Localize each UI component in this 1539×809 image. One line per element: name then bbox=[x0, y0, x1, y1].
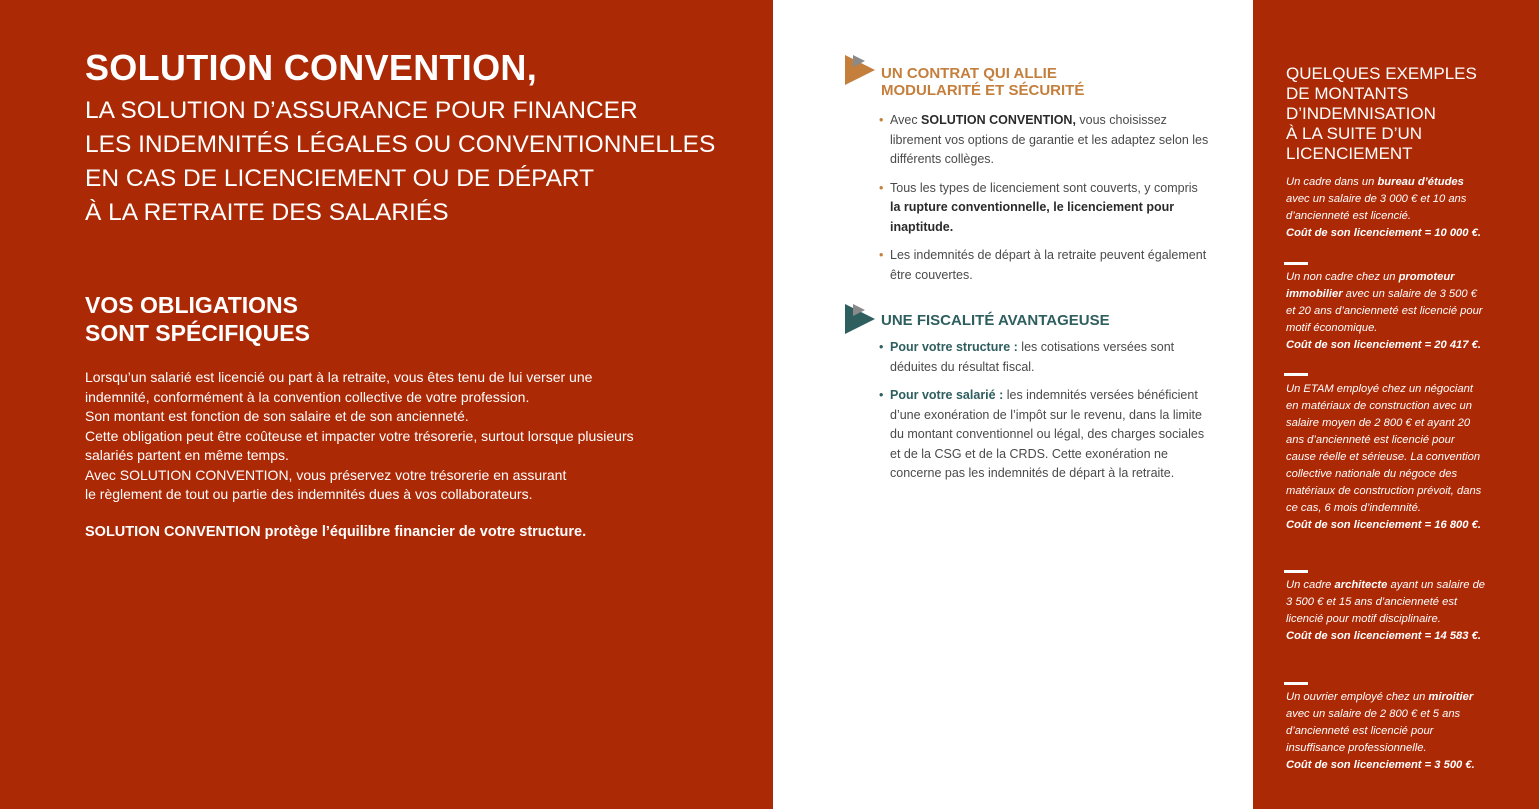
example-cost: Coût de son licenciement = 10 000 €. bbox=[1286, 227, 1481, 239]
section-title: UNE FISCALITÉ AVANTAGEUSE bbox=[881, 312, 1110, 329]
example-item: Un non cadre chez un promoteur immobilier avec un salaire de 3 500 € et 20 ans d’ancienneté est licencié pour motif économique. Coût de son licenciement = 20 417 €. bbox=[1286, 269, 1486, 354]
section-title-line: MODULARITÉ ET SÉCURITÉ bbox=[881, 82, 1085, 99]
main-title: SOLUTION CONVENTION, bbox=[85, 47, 538, 88]
list-item: • Pour votre structure : les cotisations versées sont déduites du résultat fiscal. bbox=[879, 340, 1175, 374]
bullet-dot-icon: • bbox=[879, 180, 884, 195]
obligations-paragraph bbox=[85, 368, 725, 505]
example-cost: Coût de son licenciement = 3 500 €. bbox=[1286, 759, 1475, 771]
closing-statement: SOLUTION CONVENTION protège l’équilibre financier de votre structure. bbox=[85, 524, 587, 540]
arrow-icon bbox=[845, 55, 875, 85]
example-item: Un ouvrier employé chez un miroitier avec un salaire de 2 800 € et 5 ans d’ancienneté est licencié pour insuffisance professionnelle. Coût de son licenciement = 3 500 €. bbox=[1286, 689, 1486, 774]
bullet-dot-icon: • bbox=[879, 388, 884, 402]
section-title bbox=[881, 65, 1084, 99]
separator bbox=[1284, 570, 1308, 573]
obligations-heading bbox=[85, 291, 310, 347]
separator bbox=[1284, 262, 1308, 265]
example-cost: Coût de son licenciement = 14 583 €. bbox=[1286, 630, 1481, 642]
subtitle-line: LA SOLUTION D’ASSURANCE POUR FINANCER bbox=[85, 97, 638, 124]
examples-title-line: À LA SUITE D’UN bbox=[1286, 124, 1423, 143]
heading-line: VOS OBLIGATIONS bbox=[85, 292, 298, 318]
right-panel bbox=[1253, 0, 1539, 809]
examples-title-line: LICENCIEMENT bbox=[1286, 144, 1413, 163]
example-cost: Coût de son licenciement = 16 800 €. bbox=[1286, 519, 1481, 531]
separator bbox=[1284, 682, 1308, 685]
examples-title bbox=[1286, 64, 1477, 164]
examples-title-line: DE MONTANTS bbox=[1286, 84, 1409, 103]
paragraph-line: Avec SOLUTION CONVENTION, vous préservez votre trésorerie en assurant bbox=[85, 466, 567, 483]
paragraph-line: indemnité, conformément à la convention collective de votre profession. bbox=[85, 388, 530, 405]
list-item: • Avec SOLUTION CONVENTION, vous choisissez librement vos options de garantie et les adaptez selon les différents collèges. bbox=[879, 113, 1209, 166]
examples-title-line: D’INDEMNISATION bbox=[1286, 104, 1436, 123]
examples-title-line: QUELQUES EXEMPLES bbox=[1286, 64, 1477, 83]
subtitle bbox=[85, 94, 745, 230]
bullet-dot-icon: • bbox=[879, 248, 884, 262]
paragraph-line: Son montant est fonction de son salaire et de son ancienneté. bbox=[85, 408, 469, 424]
list-item: • Les indemnités de départ à la retraite peuvent également être couvertes. bbox=[879, 248, 1207, 282]
paragraph-line: Lorsqu’un salarié est licencié ou part à la retraite, vous êtes tenu de lui verser une bbox=[85, 369, 593, 385]
example-item: Un cadre architecte ayant un salaire de 3 500 € et 15 ans d’ancienneté est licencié pour motif disciplinaire. Coût de son licenciement = 14 583 €. bbox=[1286, 577, 1486, 645]
list-item: • Tous les types de licenciement sont couverts, y compris la rupture conventionnelle, le licenciement pour inaptitude. bbox=[879, 180, 1198, 234]
subtitle-line: À LA RETRAITE DES SALARIÉS bbox=[85, 199, 449, 226]
list-item: • Pour votre salarié : les indemnités versées bénéficient d’une exonération de l’impôt sur le revenu, dans la limite du montant conventionnel ou légal, des charges sociales et de la CSG et de la CRDS. Cette exonération ne concerne pas les indemnités de départ à la retraite. bbox=[879, 388, 1205, 480]
example-item: Un ETAM employé chez un négociant en matériaux de construction avec un salaire moyen de 2 800 € et ayant 20 ans d’ancienneté est licencié pour cause réelle et sérieuse. La convention collective nationale du négoce des matériaux de construction prévoit, dans ce cas, 6 mois d’indemnité. Coût de son licenciement = 16 800 €. bbox=[1286, 381, 1486, 534]
paragraph-line: salariés partent en même temps. bbox=[85, 447, 289, 463]
paragraph-line: Cette obligation peut être coûteuse et impacter votre trésorerie, surtout lorsque plusieurs bbox=[85, 427, 634, 444]
separator bbox=[1284, 373, 1308, 376]
subtitle-line: EN CAS DE LICENCIEMENT OU DE DÉPART bbox=[85, 165, 595, 192]
example-cost: Coût de son licenciement = 20 417 €. bbox=[1286, 339, 1481, 351]
section-title-line: UN CONTRAT QUI ALLIE bbox=[881, 65, 1057, 82]
bullet-dot-icon: • bbox=[879, 340, 884, 354]
subtitle-line: LES INDEMNITÉS LÉGALES OU CONVENTIONNELLES bbox=[85, 131, 716, 158]
heading-line: SONT SPÉCIFIQUES bbox=[85, 320, 310, 346]
arrow-icon bbox=[845, 304, 875, 334]
bullet-dot-icon: • bbox=[879, 113, 884, 127]
example-item: Un cadre dans un bureau d’études avec un salaire de 3 000 € et 10 ans d’ancienneté est licencié. Coût de son licenciement = 10 000 €. bbox=[1286, 174, 1486, 242]
middle-panel bbox=[773, 0, 1253, 809]
bullet-list bbox=[879, 111, 1209, 294]
paragraph-line: le règlement de tout ou partie des indemnités dues à vos collaborateurs. bbox=[85, 486, 533, 502]
bullet-list bbox=[879, 338, 1209, 493]
